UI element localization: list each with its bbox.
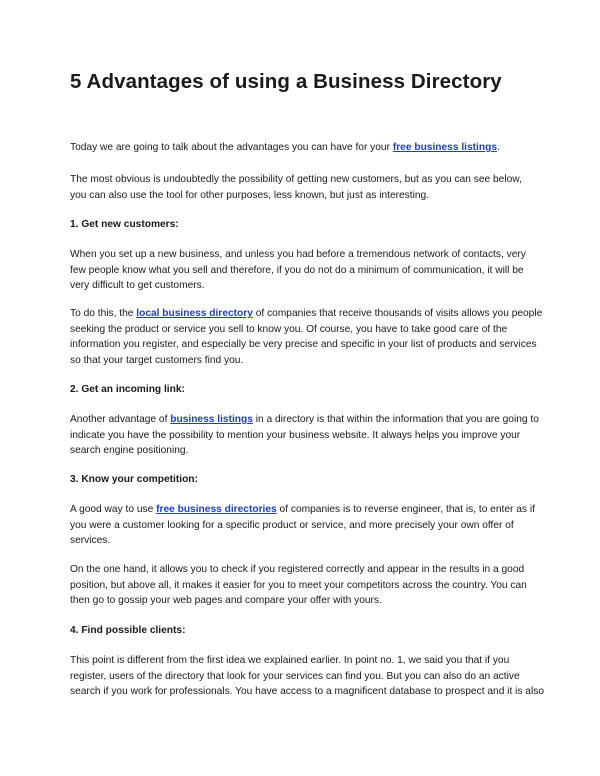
section-2-heading: 2. Get an incoming link:: [70, 384, 185, 395]
paragraph-line: This point is different from the first idea we explained earlier. In point no. 1, we said you that if you: [70, 655, 510, 666]
section-3-heading: 3. Know your competition:: [70, 474, 198, 485]
section-3-paragraph-1: [70, 502, 535, 549]
section-4-heading: 4. Find possible clients:: [70, 625, 186, 636]
page-title: 5 Advantages of using a Business Directory: [70, 70, 502, 93]
paragraph-line: seeking the product or service you sell to know you. Of course, you have to take good care of the: [70, 323, 508, 335]
section-1-heading: 1. Get new customers:: [70, 219, 179, 230]
section-4-paragraph: [70, 653, 544, 700]
paragraph-line: [70, 306, 543, 322]
intro-text: Today we are going to talk about the advantages you can have for your: [70, 142, 393, 153]
intro-text-end: .: [497, 142, 500, 153]
paragraph-line: [70, 502, 535, 518]
text-before-link: Another advantage of: [70, 414, 171, 425]
paragraph-line: very difficult to get customers.: [70, 280, 205, 291]
text-before-link: A good way to use: [70, 504, 157, 515]
paragraph-line: so that your target customers find you.: [70, 354, 244, 366]
free-business-listings-link[interactable]: free business listings: [392, 142, 498, 153]
paragraph-line: indicate you have the possibility to mention your business website. It always helps you improve your: [70, 429, 521, 441]
text-before-link: To do this, the: [70, 308, 137, 319]
paragraph-line: you were a customer looking for a specific product or service, and more precisely your own offer of: [70, 519, 514, 531]
text-after-link: of companies that receive thousands of visits allows you people: [252, 308, 543, 319]
text-after-link: in a directory is that within the information that you are going to: [252, 414, 539, 425]
section-1-paragraph-2: [70, 306, 543, 368]
free-business-directories-link[interactable]: free business directories: [156, 504, 277, 515]
obvious-paragraph: [70, 172, 532, 203]
paragraph-line: search if you work for professionals. You have access to a magnificent database to prospect and it is also: [70, 686, 544, 697]
paragraph-line: services.: [70, 535, 111, 546]
paragraph-line: On the one hand, it allows you to check if you registered correctly and appear in the results in a good: [70, 564, 525, 575]
paragraph-line: search engine positioning.: [70, 445, 189, 456]
paragraph-line: few people know what you sell and therefore, if you do not do a minimum of communication, it will be: [70, 264, 524, 276]
obvious-line: you can also use the tool for other purposes, less known, but just as interesting.: [70, 189, 430, 201]
paragraph-line: When you set up a new business, and unless you had before a tremendous network of contacts, very: [70, 249, 526, 260]
paragraph-line: position, but above all, it makes it easier for you to meet your competitors across the country. You can: [70, 579, 527, 591]
local-business-directory-link[interactable]: local business directory: [136, 308, 253, 319]
paragraph-line: [70, 412, 539, 428]
obvious-line: The most obvious is undoubtedly the possibility of getting new customers, but as you can see below,: [70, 174, 522, 185]
text-after-link: of companies is to reverse engineer, that is, to enter as if: [276, 504, 535, 515]
paragraph-line: register, users of the directory that look for your services can find you. But you can also do an active: [70, 670, 520, 682]
business-listings-link[interactable]: business listings: [170, 414, 253, 425]
paragraph-line: information you register, and especially be very precise and specific in your list of products and services: [70, 339, 537, 350]
paragraph-line: then go to gossip your web pages and compare your offer with yours.: [70, 595, 382, 606]
section-2-paragraph: [70, 412, 539, 459]
section-3-paragraph-2: [70, 562, 532, 609]
intro-paragraph: [70, 140, 532, 156]
section-1-paragraph-1: [70, 247, 532, 294]
